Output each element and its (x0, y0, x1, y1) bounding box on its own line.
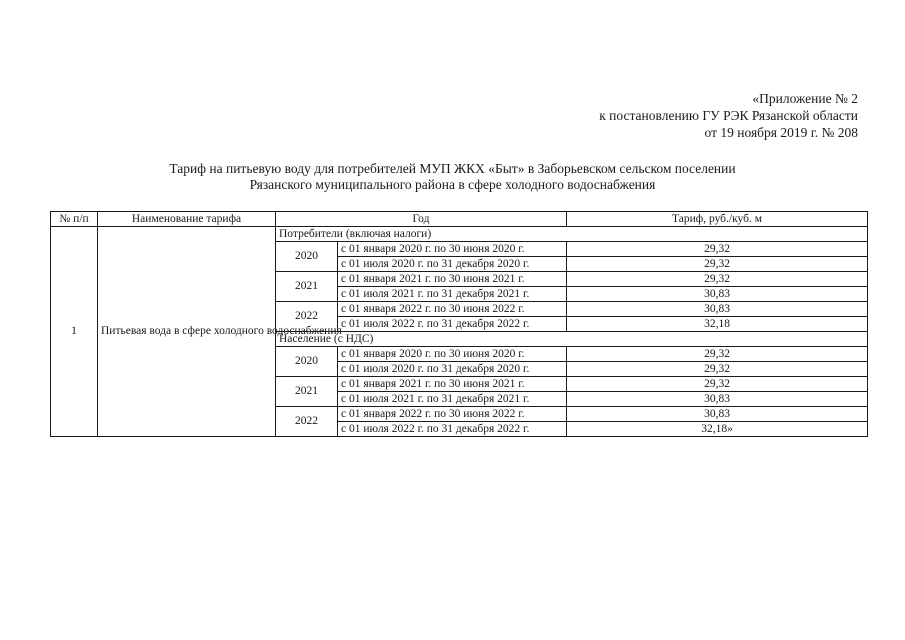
period-cell: с 01 января 2021 г. по 30 июня 2021 г. (338, 377, 567, 392)
period-cell: с 01 июля 2021 г. по 31 декабря 2021 г. (338, 287, 567, 302)
tariff-value-cell: 30,83 (567, 392, 868, 407)
tariff-table (50, 211, 868, 437)
document-title (0, 161, 905, 193)
tariff-value-cell: 29,32 (567, 362, 868, 377)
table-header-row (51, 212, 868, 227)
year-cell: 2021 (276, 377, 338, 407)
tariff-value-cell: 29,32 (567, 377, 868, 392)
tariff-value-cell: 29,32 (567, 257, 868, 272)
group-label-population: Население (с НДС) (276, 332, 868, 347)
period-cell: с 01 января 2021 г. по 30 июня 2021 г. (338, 272, 567, 287)
document-title-line-2: Рязанского муниципального района в сфере холодного водоснабжения (249, 177, 656, 192)
period-cell: с 01 января 2022 г. по 30 июня 2022 г. (338, 407, 567, 422)
year-cell: 2022 (276, 302, 338, 332)
tariff-value-cell: 30,83 (567, 287, 868, 302)
year-cell: 2020 (276, 347, 338, 377)
period-cell: с 01 января 2020 г. по 30 июня 2020 г. (338, 347, 567, 362)
column-header-tariff-value: Тариф, руб./куб. м (567, 212, 868, 227)
row-number-cell: 1 (51, 227, 98, 437)
period-cell: с 01 января 2020 г. по 30 июня 2020 г. (338, 242, 567, 257)
period-cell: с 01 июля 2022 г. по 31 декабря 2022 г. (338, 317, 567, 332)
year-cell: 2020 (276, 242, 338, 272)
period-cell: с 01 июля 2020 г. по 31 декабря 2020 г. (338, 257, 567, 272)
period-cell: с 01 января 2022 г. по 30 июня 2022 г. (338, 302, 567, 317)
year-cell: 2021 (276, 272, 338, 302)
column-header-year: Год (276, 212, 567, 227)
document-title-line-1: Тариф на питьевую воду для потребителей МУП ЖКХ «Быт» в Заборьевском сельском поселении (169, 161, 736, 176)
tariff-name-cell: Питьевая вода в сфере холодного водоснабжения (98, 227, 276, 437)
tariff-value-cell: 32,18» (567, 422, 868, 437)
appendix-reference (599, 90, 858, 141)
tariff-value-cell: 29,32 (567, 347, 868, 362)
column-header-tariff-name: Наименование тарифа (98, 212, 276, 227)
column-header-number: № п/п (51, 212, 98, 227)
group-label-consumers: Потребители (включая налоги) (276, 227, 868, 242)
period-cell: с 01 июля 2022 г. по 31 декабря 2022 г. (338, 422, 567, 437)
appendix-line-2: к постановлению ГУ РЭК Рязанской области (599, 108, 858, 123)
year-cell: 2022 (276, 407, 338, 437)
period-cell: с 01 июля 2021 г. по 31 декабря 2021 г. (338, 392, 567, 407)
appendix-line-3: от 19 ноября 2019 г. № 208 (704, 125, 858, 140)
table-row (51, 227, 868, 242)
tariff-value-cell: 29,32 (567, 242, 868, 257)
tariff-value-cell: 30,83 (567, 302, 868, 317)
appendix-line-1: «Приложение № 2 (752, 91, 858, 106)
tariff-value-cell: 32,18 (567, 317, 868, 332)
period-cell: с 01 июля 2020 г. по 31 декабря 2020 г. (338, 362, 567, 377)
tariff-value-cell: 30,83 (567, 407, 868, 422)
tariff-value-cell: 29,32 (567, 272, 868, 287)
